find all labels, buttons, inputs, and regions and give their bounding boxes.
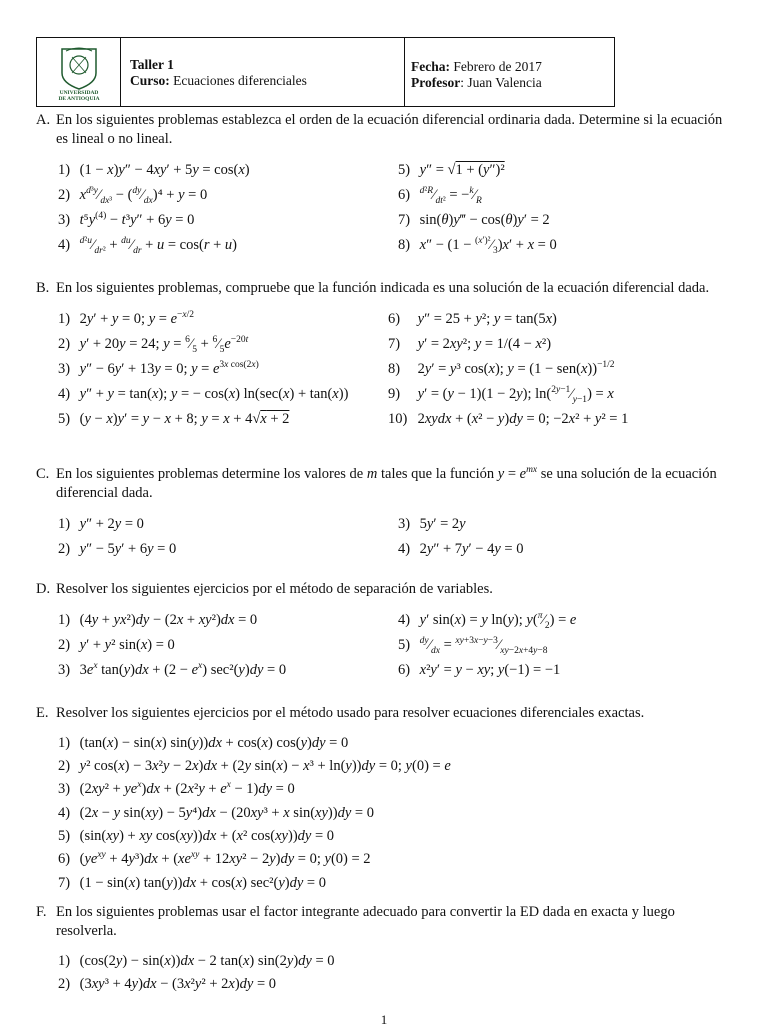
problem-item: 6) $^{d^2R}⁄_{dt^2}$ = $-^k⁄_R$ [398, 185, 482, 206]
problem-item: 2) y′ + 20y = 24; $y = ^6⁄_5$ + $^6⁄_5e^{-20t}$ [58, 335, 249, 355]
section-intro: En los siguientes problemas, compruebe que la función indicada es una solución de la ecuación diferencial dada. [56, 280, 710, 296]
section-intro: Resolver los siguientes ejercicios por el método usado para resolver ecuaciones diferenciales exactas. [56, 705, 645, 721]
problem-column-left [58, 608, 286, 683]
problem-item: 4) 2y″ + 7y′ − 4y = 0 [398, 540, 524, 557]
section-a [36, 111, 736, 258]
problem-item: 3) $(2xy^2 + ye^x)dx + (2x^2y + e^x - 1)dy = 0$ [58, 780, 295, 798]
problem-item: 2) y′ + y² sin(x) = 0 [58, 636, 175, 653]
section-letter: B. [36, 280, 50, 296]
worksheet-title: Taller 1 [130, 57, 174, 72]
section-intro: En los siguientes problemas determine los valores de m tales que la función $y = e^{mx}$ se una solución de la ecuación diferencial dada. [56, 465, 717, 501]
problem-list [58, 950, 736, 997]
problem-item: 2) y″ − 5y′ + 6y = 0 [58, 540, 177, 557]
problem-item: 1) (tan(x) − sin(x) sin(y))dx + cos(x) cos(y)dy = 0 [58, 734, 349, 751]
section-intro: En los siguientes problemas usar el factor integrante adecuado para convertir la ED dada en exacta y luego resolverla. [56, 904, 675, 939]
problem-column-right [398, 158, 557, 258]
header-table [36, 37, 615, 107]
problem-item: 9) y′ = (y − 1)(1 − 2y); $\ln(^{2y-1}⁄_{y-1}) = x$ [388, 385, 614, 405]
section-intro: En los siguientes problemas establezca el orden de la ecuación diferencial ordinaria dada. Determine si la ecuación es lineal o no lineal. [56, 112, 723, 147]
section-c [36, 465, 736, 562]
problem-item: 1) 2y′ + y = 0; $y = e^{-x/2}$ [58, 310, 194, 327]
info-cell [405, 38, 614, 106]
problem-item: 2) (3xy³ + 4y)dx − (3x²y² + 2x)dy = 0 [58, 975, 277, 992]
problem-item: 10) 2xydx + (x² − y)dy = 0; −2x² + y² = 1 [388, 410, 629, 427]
course-label: Curso: [130, 73, 170, 89]
date-label: Fecha: [411, 59, 450, 74]
professor-label: Profesor [411, 75, 461, 91]
section-letter: F. [36, 904, 47, 920]
problem-item: 3) 5y′ = 2y [398, 515, 466, 532]
logo-text-1: UNIVERSIDAD [59, 90, 98, 96]
course-value: Ecuaciones diferenciales [173, 73, 307, 89]
problem-list [58, 608, 736, 683]
problem-item: 5) (y − x)y′ = y − x + 8; y = x + 4√x + 2 [58, 410, 290, 427]
problem-list [58, 307, 736, 432]
problem-item: 5) y″ = √1 + (y″)² [398, 161, 505, 178]
problem-item: 2) $x^{d^3y}⁄_{dx^3}$ − $(^{dy}⁄_{dx})^4 + y = 0$ [58, 185, 208, 206]
problem-item: 1) (cos(2y) − sin(x))dx − 2 tan(x) sin(2y)dy = 0 [58, 952, 335, 969]
problem-column-left [58, 158, 250, 258]
problem-item: 5) (sin(xy) + xy cos(xy))dx + (x² cos(xy))dy = 0 [58, 828, 335, 845]
problem-column-right [398, 512, 523, 562]
problem-item: 3) $3e^x$ $\tan(y)dx + (2 - e^x)$ sec²(y)dy = 0 [58, 661, 287, 678]
problem-item: 4) (2x − y sin(xy) − 5y⁴)dx − (20xy³ + x sin(xy))dy = 0 [58, 804, 374, 821]
section-e [36, 704, 736, 895]
title-cell [121, 38, 405, 106]
problem-item: 7) sin(θ)y‴ − cos(θ)y′ = 2 [398, 211, 550, 228]
section-f [36, 903, 736, 996]
problem-item: 8) 2y′ = y³ cos(x); $y = (1 - sen(x))^{-1/2}$ [388, 360, 615, 377]
problem-item: 8) $x'' - (1 - ^{(x')^2}⁄_3)x' + x = 0$ [398, 235, 557, 256]
section-letter: C. [36, 466, 50, 482]
problem-item: 6) y″ = 25 + y²; y = tan(5x) [388, 310, 557, 327]
section-d [36, 580, 736, 683]
problem-column-right [388, 307, 628, 432]
section-letter: E. [36, 705, 49, 721]
problem-item: 4) $^{d^2u}⁄_{dr^2}$ + $^{du}⁄_{dr} + u = \cos(r + u)$ [58, 235, 237, 256]
problem-item: 1) y″ + 2y = 0 [58, 515, 144, 532]
problem-item: 3) y″ − 6y′ + 13y = 0; $y = e^{3x cos(2x)}$ [58, 360, 259, 377]
section-letter: D. [36, 581, 51, 597]
logo-text-2: DE ANTIOQUIA [57, 96, 100, 101]
problem-item: 1) (4y + yx²)dy − (2x + xy²)dx = 0 [58, 611, 258, 628]
problem-item: 7) (1 − sin(x) tan(y))dx + cos(x) sec²(y)dy = 0 [58, 874, 326, 891]
page-number: 1 [380, 1012, 388, 1027]
section-letter: A. [36, 112, 51, 128]
section-intro: Resolver los siguientes ejercicios por el método de separación de variables. [56, 581, 493, 597]
problem-list [58, 512, 736, 562]
problem-column-left [58, 307, 348, 432]
problem-item: 2) y² cos(x) − 3x²y − 2x)dx + (2y sin(x) − x³ + ln(y))dy = 0; y(0) = e [58, 758, 451, 775]
problem-column-right [398, 608, 576, 683]
problem-item: 4) y″ + y = tan(x); y = − cos(x) ln(sec(x) + tan(x)) [58, 385, 349, 402]
problem-item: 1) (1 − x)y″ − 4xy′ + 5y = cos(x) [58, 161, 250, 178]
logo-cell [37, 38, 121, 106]
professor-value: : Juan Valencia [460, 75, 542, 91]
date-value: Febrero de 2017 [453, 59, 542, 74]
problem-item: 4) y′ sin(x) = y ln(y); $y(^\pi⁄_2) = e$ [398, 611, 577, 631]
problem-item: 5) $^{dy}⁄_{dx}$ = $^{xy+3x-y-3}⁄_{xy-2x+4y-8}$ [398, 636, 548, 656]
section-b [36, 279, 736, 432]
problem-item: 7) y′ = 2xy²; y = 1/(4 − x²) [388, 335, 552, 352]
university-logo [52, 43, 106, 101]
problem-list [58, 158, 736, 258]
problem-item: 3) $t^5y^{(4)} - t^3y'' + 6y = 0$ [58, 210, 195, 228]
problem-item: 6) x²y′ = y − xy; y(−1) = −1 [398, 661, 561, 678]
problem-column-left [58, 512, 176, 562]
problem-item: 6) $(ye^{xy} + 4y^3)dx + (xe^{xy} + 12xy^2 - 2y)dy = 0$; y(0) = 2 [58, 850, 371, 868]
problem-list [58, 732, 736, 895]
